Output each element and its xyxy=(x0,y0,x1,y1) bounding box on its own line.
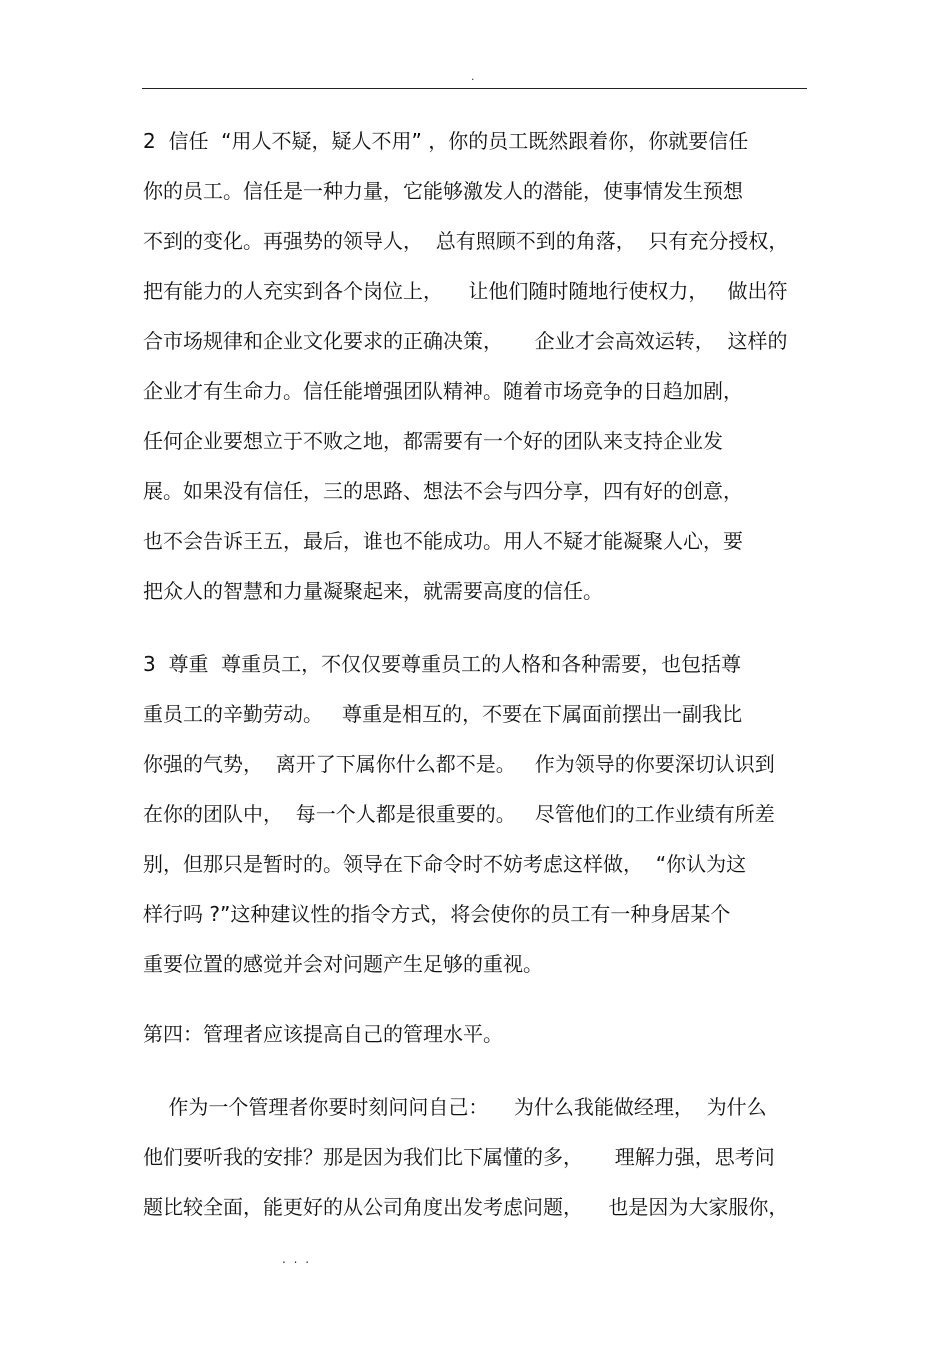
text-line: 作为一个管理者你要时刻问问自己： 为什么我能做经理， 为什么 xyxy=(143,1095,767,1119)
text-line: 2 信任 “用人不疑，疑人不用” ，你的员工既然跟着你，你就要信任 xyxy=(143,129,749,153)
text-line: 样行吗 ?”这种建议性的指令方式，将会使你的员工有一种身居某个 xyxy=(143,902,731,926)
text-line: 把有能力的人充实到各个岗位上， 让他们随时随地行使权力， 做出符 xyxy=(143,279,788,303)
text-line: 也不会告诉王五，最后，谁也不能成功。用人不疑才能凝聚人心，要 xyxy=(143,529,743,553)
text-line: 3 尊重 尊重员工，不仅仅要尊重员工的人格和各种需要，也包括尊 xyxy=(143,652,742,676)
text-line: 把众人的智慧和力量凝聚起来，就需要高度的信任。 xyxy=(143,579,603,603)
footer-mark: . . . xyxy=(282,1252,312,1266)
text-line: 别，但那只是暂时的。领导在下命令时不妨考虑这样做， “你认为这 xyxy=(143,852,747,876)
text-line: 企业才有生命力。信任能增强团队精神。随着市场竞争的日趋加剧， xyxy=(143,379,743,403)
text-line: 他们要听我的安排？那是因为我们比下属懂的多， 理解力强，思考问 xyxy=(143,1145,775,1169)
text-line: 重员工的辛勤劳动。 尊重是相互的，不要在下属面前摆出一副我比 xyxy=(143,702,743,726)
text-line: 不到的变化。再强势的领导人， 总有照顾不到的角落， 只有充分授权， xyxy=(143,229,789,253)
text-line: 你强的气势， 离开了下属你什么都不是。 作为领导的你要深切认识到 xyxy=(143,752,775,776)
header-mark: . xyxy=(471,70,475,83)
text-line: 合市场规律和企业文化要求的正确决策， 企业才会高效运转， 这样的 xyxy=(143,329,788,353)
text-line: 重要位置的感觉并会对问题产生足够的重视。 xyxy=(143,952,543,976)
section-heading: 第四：管理者应该提高自己的管理水平。 xyxy=(143,1022,503,1046)
text-line: 题比较全面，能更好的从公司角度出发考虑问题， 也是因为大家服你， xyxy=(143,1195,789,1219)
text-line: 在你的团队中， 每一个人都是很重要的。 尽管他们的工作业绩有所差 xyxy=(143,802,775,826)
text-line: 你的员工。信任是一种力量，它能够激发人的潜能，使事情发生预想 xyxy=(143,179,743,203)
text-line: 任何企业要想立于不败之地，都需要有一个好的团队来支持企业发 xyxy=(143,429,723,453)
header-rule xyxy=(142,88,807,89)
text-line: 展。如果没有信任，三的思路、想法不会与四分享，四有好的创意， xyxy=(143,479,743,503)
